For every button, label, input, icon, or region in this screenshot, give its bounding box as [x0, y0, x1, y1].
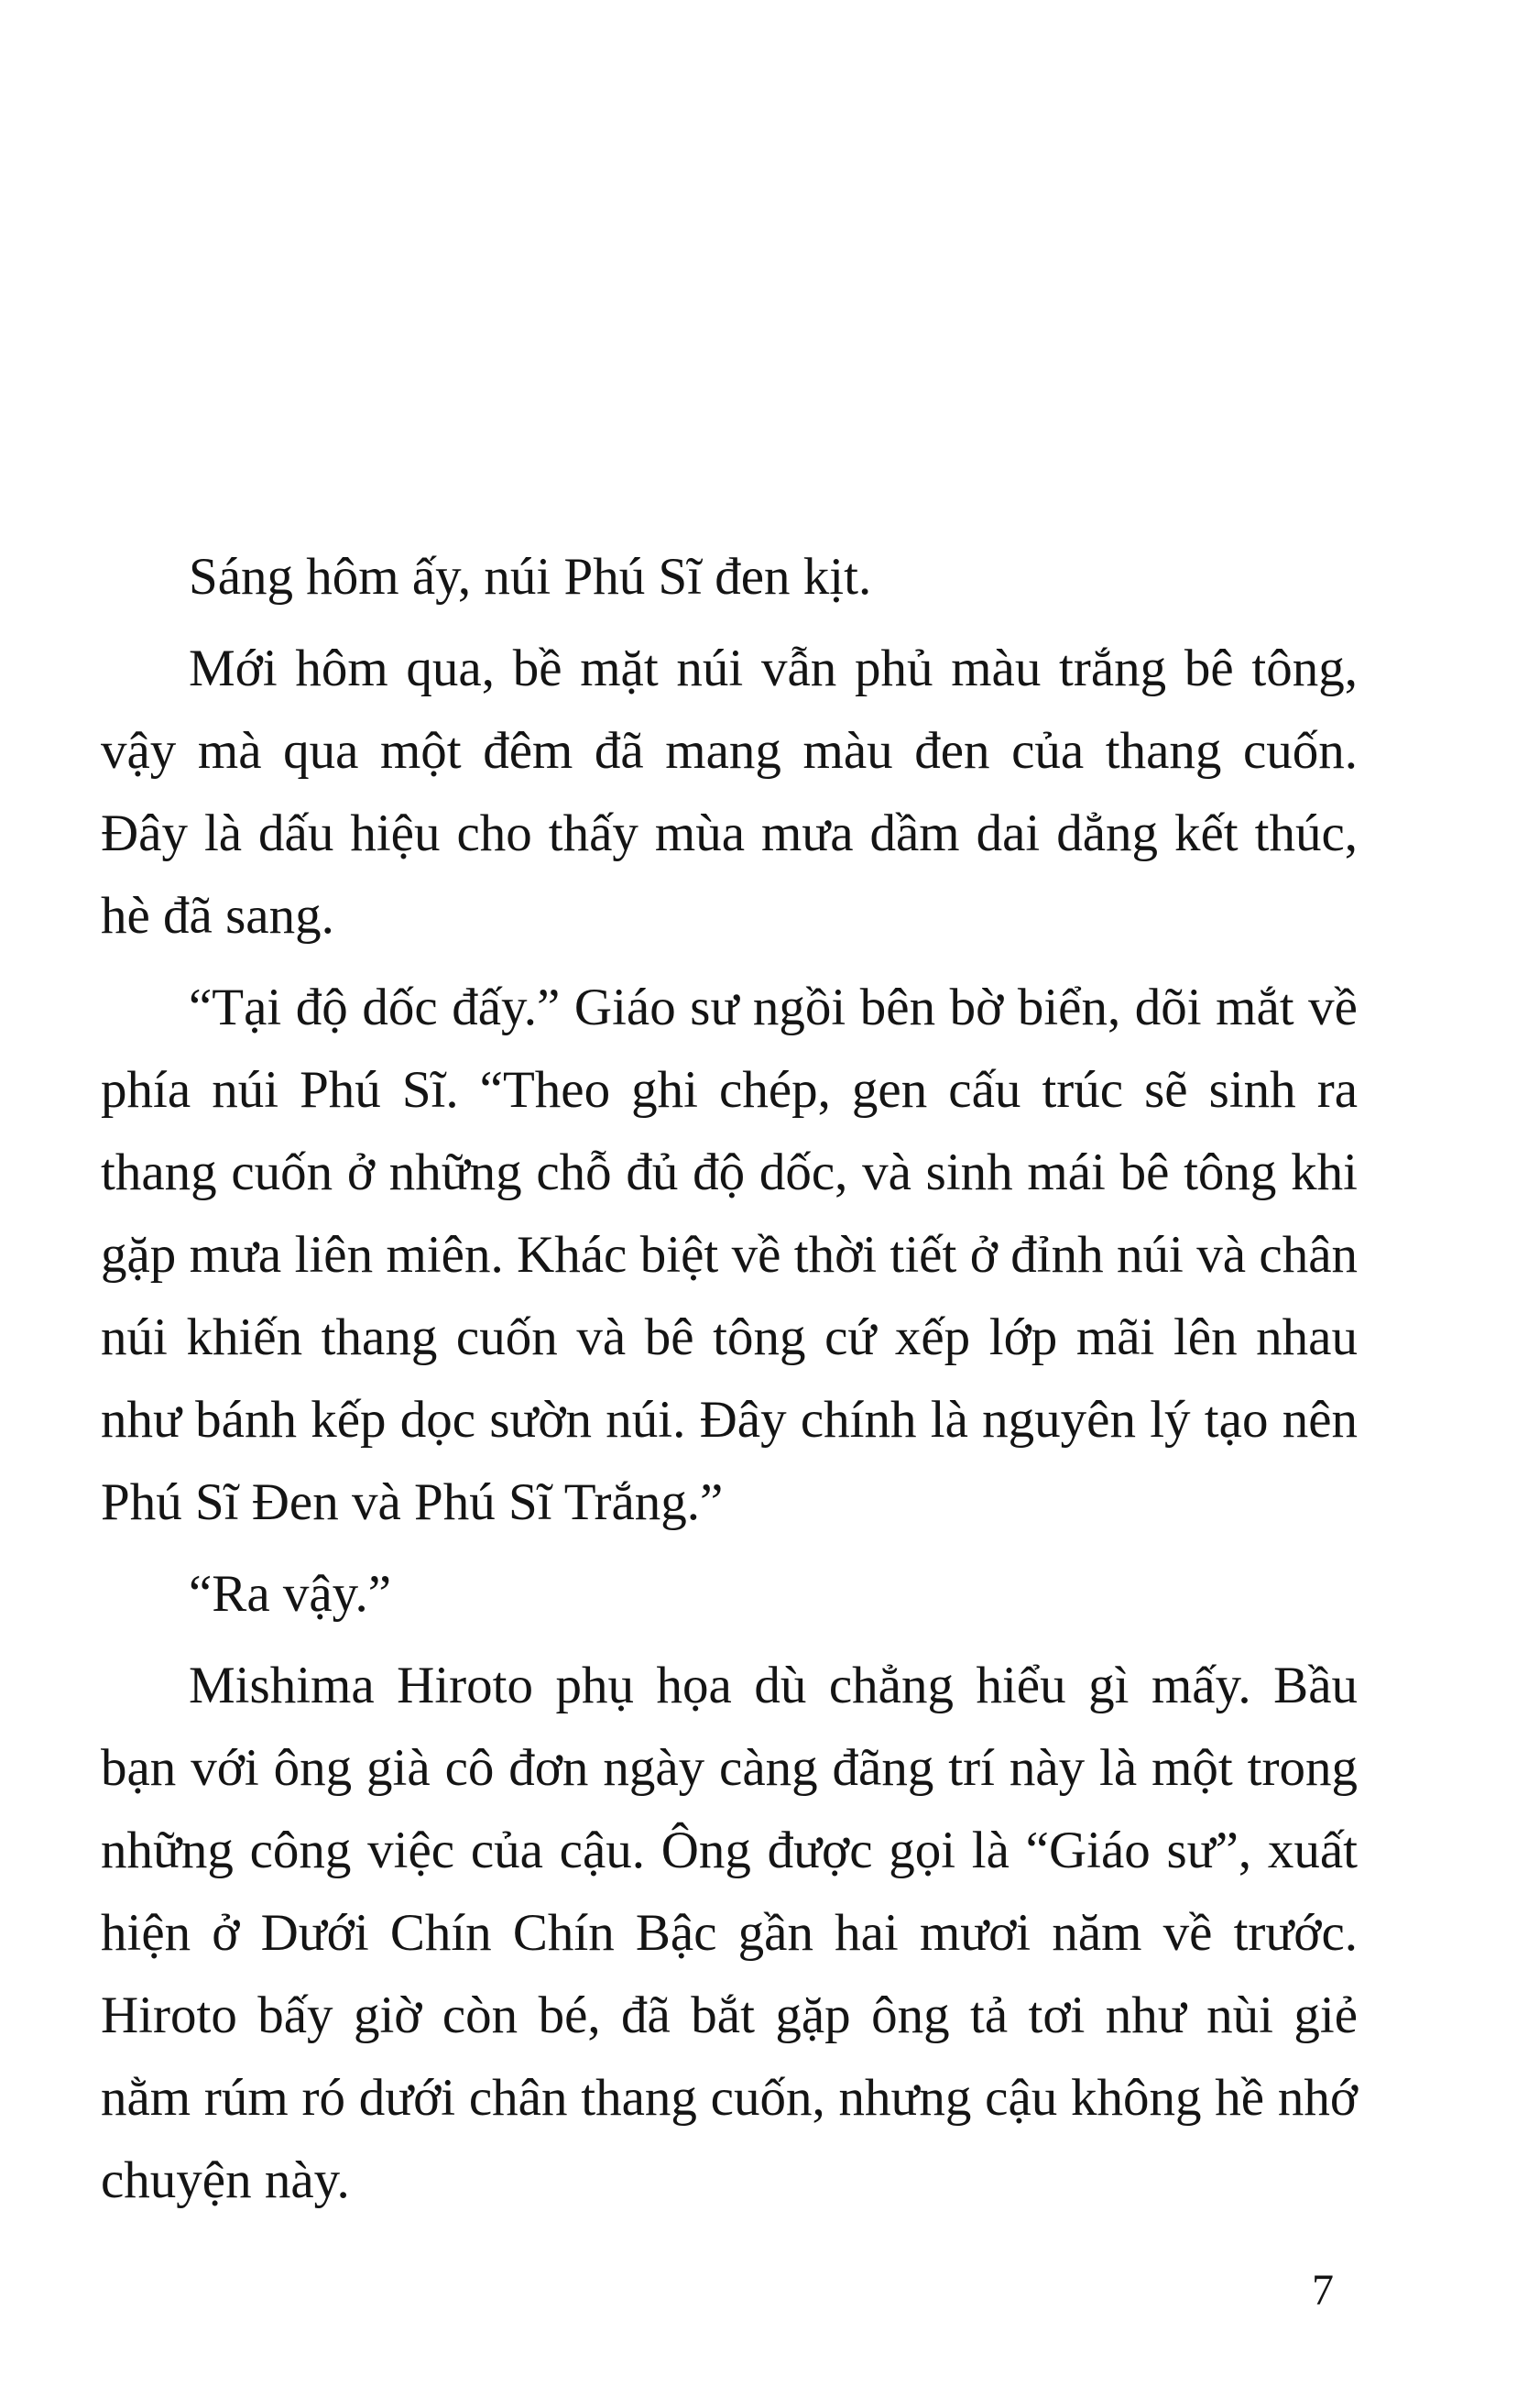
paragraph-4: “Ra vậy.”: [189, 1565, 392, 1623]
paragraph-5: Mishima Hiroto phụ họa dù chẳng hiểu gì mấy. Bầu bạn với ông già cô đơn ngày càng đãng trí này là một trong những công việc của cậu. Ông được gọi là “Giáo sư”, xuất hiện ở Dưới Chín Chín Bậc gần hai mươi năm về trước. Hiroto bấy giờ còn bé, đã bắt gặp ông tả tơi như nùi giẻ nằm rúm ró dưới chân thang cuốn, nhưng cậu không hề nhớ chuyện này.: [101, 1657, 1358, 2209]
body-text: [101, 536, 1358, 2231]
page-number: 7: [1312, 2266, 1334, 2315]
paragraph-3: “Tại độ dốc đấy.” Giáo sư ngồi bên bờ biển, dõi mắt về phía núi Phú Sĩ. “Theo ghi chép, gen cấu trúc sẽ sinh ra thang cuốn ở những chỗ đủ độ dốc, và sinh mái bê tông khi gặp mưa liên miên. Khác biệt về thời tiết ở đỉnh núi và chân núi khiến thang cuốn và bê tông cứ xếp lớp mãi lên nhau như bánh kếp dọc sườn núi. Đây chính là nguyên lý tạo nên Phú Sĩ Đen và Phú Sĩ Trắng.”: [101, 979, 1358, 1531]
paragraph-1: Sáng hôm ấy, núi Phú Sĩ đen kịt.: [189, 548, 872, 606]
paragraph-2: Mới hôm qua, bề mặt núi vẫn phủ màu trắng bê tông, vậy mà qua một đêm đã mang màu đen của thang cuốn. Đây là dấu hiệu cho thấy mùa mưa dầm dai dẳng kết thúc, hè đã sang.: [101, 640, 1358, 945]
